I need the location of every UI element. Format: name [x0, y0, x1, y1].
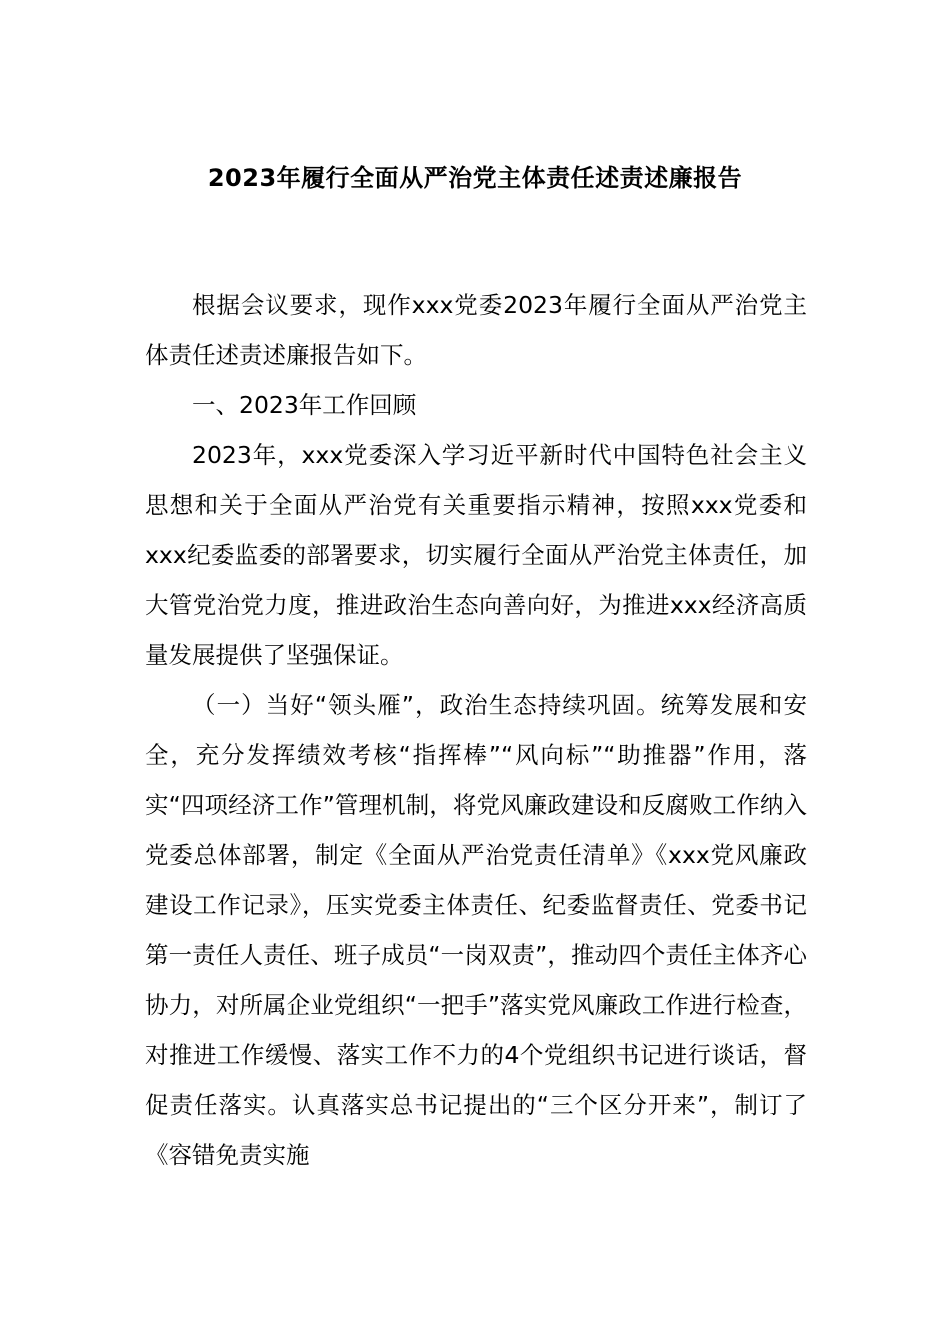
document-body [145, 280, 807, 1180]
paragraph-intro: 根据会议要求，现作xxx党委2023年履行全面从严治党主体责任述责述廉报告如下。 [145, 291, 807, 369]
document-title: 2023年履行全面从严治党主体责任述责述廉报告 [207, 164, 743, 192]
paragraph-overview: 2023年，xxx党委深入学习近平新时代中国特色社会主义思想和关于全面从严治党有关重要指示精神，按照xxx党委和xxx纪委监委的部署要求，切实履行全面从严治党主体责任，加大管党治党力度，推进政治生态向善向好，为推进xxx经济高质量发展提供了坚强保证。 [145, 441, 807, 669]
section-heading-review: 一、2023年工作回顾 [192, 391, 417, 419]
paragraph-subsection-1: （一）当好“领头雁”，政治生态持续巩固。统筹发展和安全，充分发挥绩效考核“指挥棒”“风向标”“助推器”作用，落实“四项经济工作”管理机制，将党风廉政建设和反腐败工作纳入党委总体部署，制定《全面从严治党责任清单》《xxx党风廉政建设工作记录》，压实党委主体责任、纪委监督责任、党委书记第一责任人责任、班子成员“一岗双责”，推动四个责任主体齐心协力，对所属企业党组织“一把手”落实党风廉政工作进行检查，对推进工作缓慢、落实工作不力的4个党组织书记进行谈话，督促责任落实。认真落实总书记提出的“三个区分开来”，制订了《容错免责实施 [145, 691, 807, 1169]
